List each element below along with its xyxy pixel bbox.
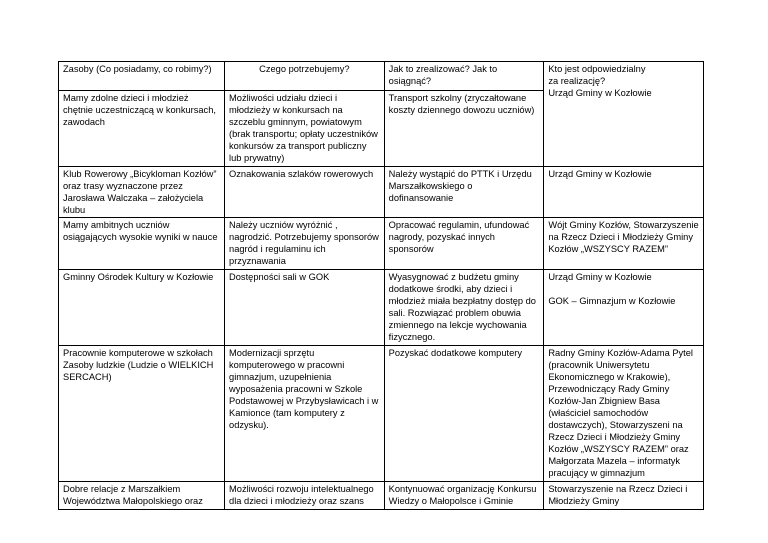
cell-needs: Możliwości rozwoju intelektualnego dla dzieci i młodzieży oraz szans: [225, 481, 385, 509]
cell-resources: Dobre relacje z Marszałkiem Województwa Małopolskiego oraz: [59, 481, 225, 509]
cell-resources: Pracownie komputerowe w szkołach Zasoby ludzkie (Ludzie o WIELKICH SERCACH): [59, 345, 225, 481]
cell-needs: Modernizacji sprzętu komputerowego w pracowni gimnazjum, uzupełnienia wyposażenia pracowni w Szkole Podstawowej w Przybysławicach i w Kamionce (tam komputery z odzysku).: [225, 345, 385, 481]
cell-resources: Klub Rowerowy „Bicykloman Kozłów” oraz trasy wyznaczone przez Jarosława Walczaka – założyciela klubu: [59, 166, 225, 217]
cell-how: Transport szkolny (zryczałtowane koszty dziennego dowozu uczniów): [384, 91, 544, 167]
cell-needs: Możliwości udziału dzieci i młodzieży w konkursach na szczeblu gminnym, powiatowym (brak transportu; opłaty uczestników konkursów za transport publiczny lub prywatny): [225, 91, 385, 167]
cell-responsible: Stowarzyszenie na Rzecz Dzieci i Młodzieży Gminy: [544, 481, 704, 509]
cell-how: Należy wystąpić do PTTK i Urzędu Marszałkowskiego o dofinansowanie: [384, 166, 544, 217]
header-how: Jak to zrealizować? Jak to osiągnąć?: [384, 62, 544, 91]
cell-how: Kontynuować organizację Konkursu Wiedzy o Małopolsce i Gminie: [384, 481, 544, 509]
cell-needs: Należy uczniów wyróżnić , nagrodzić. Potrzebujemy sponsorów nagród i regulaminu ich przyznawania: [225, 217, 385, 269]
cell-resources: Gminny Ośrodek Kultury w Kozłowie: [59, 269, 225, 345]
table-row: [59, 166, 704, 217]
table-row: [59, 481, 704, 509]
cell-needs: Dostępności sali w GOK: [225, 269, 385, 345]
cell-resources: Mamy zdolne dzieci i młodzież chętnie uczestniczącą w konkursach, zawodach: [59, 91, 225, 167]
cell-how: Opracować regulamin, ufundować nagrody, pozyskać innych sponsorów: [384, 217, 544, 269]
cell-how: Pozyskać dodatkowe komputery: [384, 345, 544, 481]
header-needs: Czego potrzebujemy?: [225, 62, 385, 91]
table-row: [59, 345, 704, 481]
table-row: [59, 269, 704, 345]
cell-responsible: Urząd Gminy w Kozłowie: [544, 166, 704, 217]
header-responsible: Kto jest odpowiedzialny za realizację? Urząd Gminy w Kozłowie: [544, 62, 704, 167]
cell-how: Wyasygnować z budżetu gminy dodatkowe środki, aby dzieci i młodzież miała bezpłatny dostęp do sali. Rozwiązać problem obuwia zmiennego na lekcje wychowania fizycznego.: [384, 269, 544, 345]
header-resources: Zasoby (Co posiadamy, co robimy?): [59, 62, 225, 91]
table-header-row: [59, 62, 704, 91]
cell-responsible: Wójt Gminy Kozłów, Stowarzyszenie na Rzecz Dzieci i Młodzieży Gminy Kozłów „WSZYSCY RAZEM”: [544, 217, 704, 269]
cell-needs: Oznakowania szlaków rowerowych: [225, 166, 385, 217]
cell-responsible: Urząd Gminy w Kozłowie GOK – Gimnazjum w Kozłowie: [544, 269, 704, 345]
cell-responsible: Radny Gminy Kozłów-Adama Pytel (pracownik Uniwersytetu Ekonomicznego w Krakowie), Przewodniczący Rady Gminy Kozłów-Jan Zbigniew Basa (właściciel samochodów dostawczych), Stowarzyszeni na Rzecz Dzieci i Młodzieży Gminy Kozłów „WSZYSCY RAZEM” oraz Małgorzata Mazela – informatyk pracujący w gimnazjum: [544, 345, 704, 481]
planning-table: [58, 61, 704, 510]
cell-resources: Mamy ambitnych uczniów osiągających wysokie wyniki w nauce: [59, 217, 225, 269]
table-row: [59, 217, 704, 269]
